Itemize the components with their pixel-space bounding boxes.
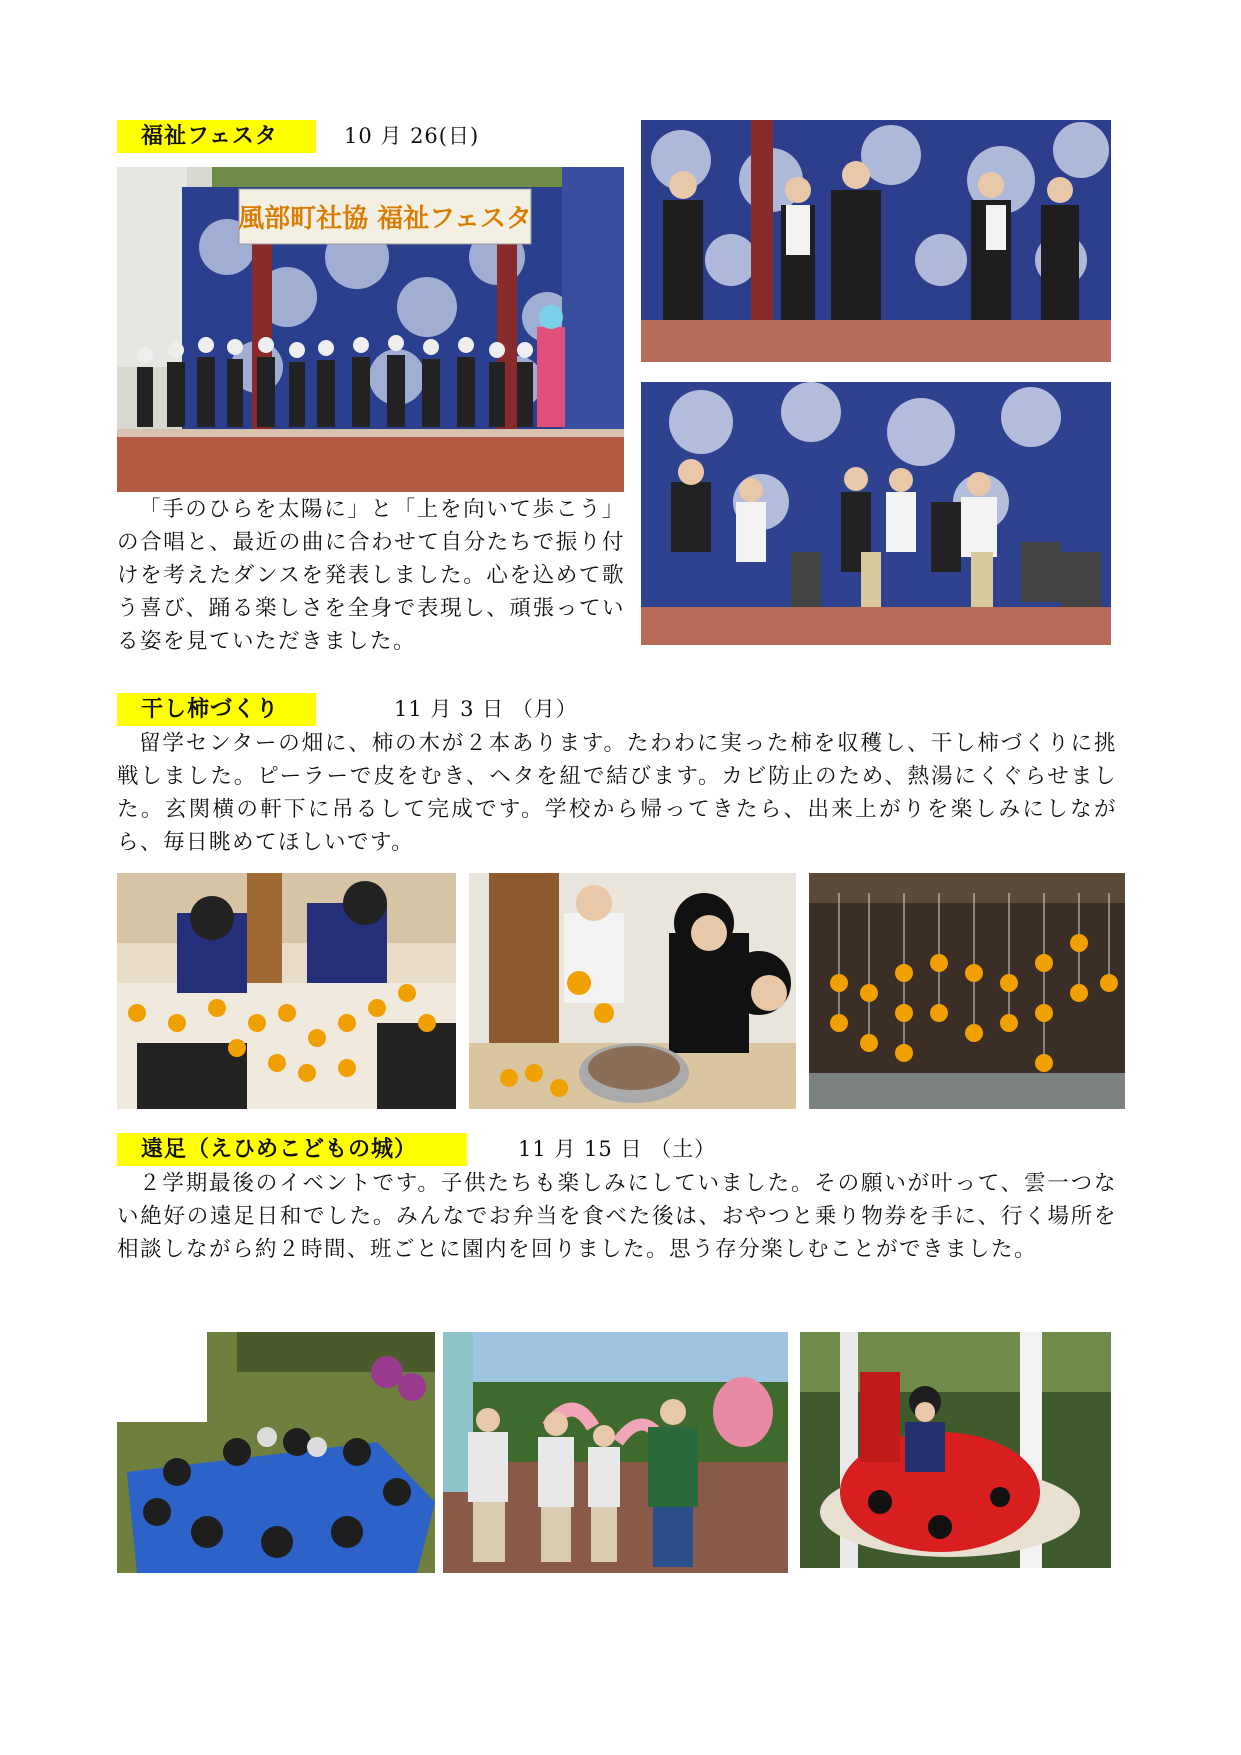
section-date-ensoku: 11 月 15 日 （土） <box>518 1137 717 1161</box>
photo-stage-singers <box>641 120 1111 362</box>
section-body-fukushi-festa: 「手のひらを太陽に」と「上を向いて歩こう」の合唱と、最近の曲に合わせて自分たちで振り付けを考えたダンスを発表しました。心を込めて歌う喜び、踊る楽しさを全身で表現し、頑張っている姿を見ていただきました。 <box>117 497 625 654</box>
photo-boiling-persimmons <box>469 873 796 1109</box>
stage-banner-text: 風部町社協 福祉フェスタ <box>238 204 532 234</box>
section-body-hoshigaki: 留学センターの畑に、柿の木が２本あります。たわわに実った柿を収穫し、干し柿づくりに挑戦しました。ピーラーで皮をむき、ヘタを紐で結びます。カビ防止のため、熱湯にくぐらせました。玄関横の軒下に吊るして完成です。学校から帰ってきたら、出来上がりを楽しみにしながら、毎日眺めてほしいです。 <box>117 731 1117 855</box>
photo-group-park <box>443 1332 788 1573</box>
section-date-hoshigaki: 11 月 3 日 （月） <box>394 697 578 721</box>
section-title-fukushi-festa: 福祉フェスタ <box>117 120 316 153</box>
section-title-ensoku: 遠足（えひめこどもの城） <box>117 1133 467 1166</box>
photo-stage-chorus <box>117 167 624 492</box>
photo-hanging-persimmons <box>809 873 1125 1109</box>
photo-stage-dance <box>641 382 1111 645</box>
section-body-ensoku: ２学期最後のイベントです。子供たちも楽しみにしていました。その願いが叶って、雲一つない絶好の遠足日和でした。みんなでお弁当を食べた後は、おやつと乗り物券を手に、行く場所を相談しながら約２時間、班ごとに園内を回りました。思う存分楽しむことができました。 <box>117 1171 1117 1262</box>
photo-picnic-lunch <box>117 1332 435 1573</box>
photo-peeling-persimmons <box>117 873 456 1109</box>
section-title-hoshigaki: 干し柿づくり <box>117 693 316 726</box>
photo-ladybug-ride <box>800 1332 1111 1568</box>
section-date-fukushi-festa: 10 月 26(日) <box>344 124 480 148</box>
